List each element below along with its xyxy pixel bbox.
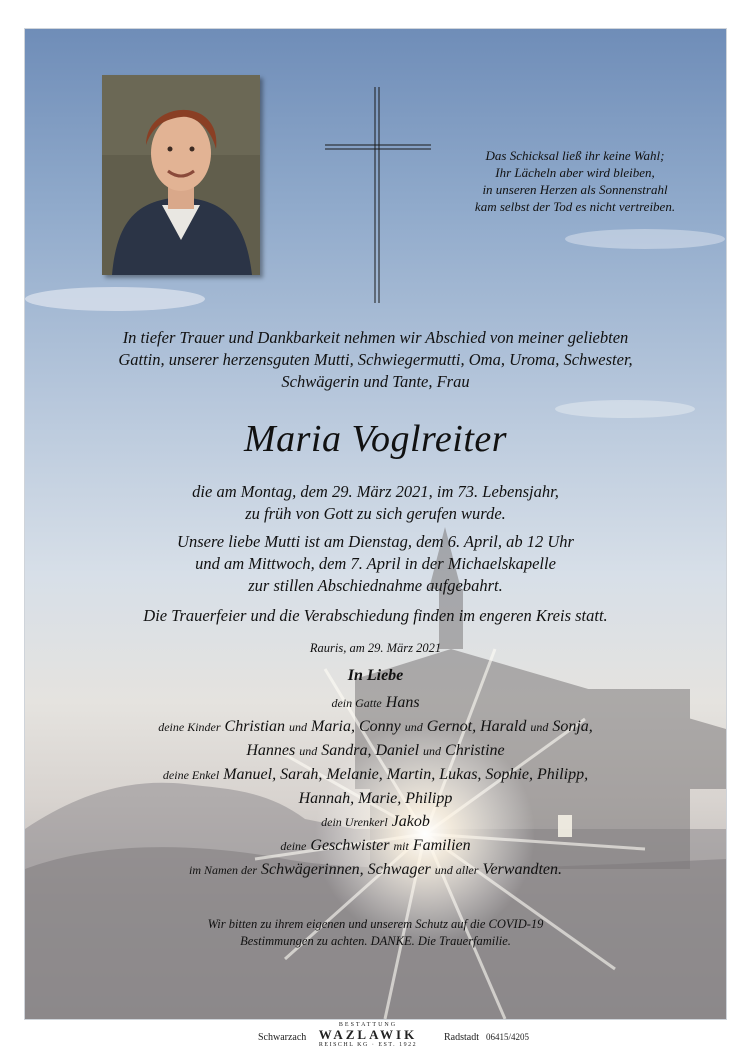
family-line-children-2: Hannes und Sandra, Daniel und Christine xyxy=(246,742,505,759)
poem-line: Ihr Lächeln aber wird bleiben, xyxy=(495,165,655,180)
logo-name: WAZLAWIK xyxy=(318,1027,418,1042)
family-list xyxy=(25,691,726,882)
portrait-photo xyxy=(102,75,260,275)
poem-line: in unseren Herzen als Sonnenstrahl xyxy=(482,182,668,197)
place-date: Rauris, am 29. März 2021 xyxy=(309,641,442,655)
viewing-line: und am Mittwoch, dem 7. April in der Michaelskapelle xyxy=(195,554,556,573)
footer-location-right: Radstadt xyxy=(444,1032,479,1043)
deceased-name: Maria Voglreiter xyxy=(243,418,508,460)
family-line-great-grandchild: dein Urenkerl Jakob xyxy=(321,813,430,830)
death-line: die am Montag, dem 29. März 2021, im 73. Lebensjahr, xyxy=(192,482,559,501)
family-line-grandchildren: deine Enkel Manuel, Sarah, Melanie, Martin, Lukas, Sophie, Philipp, xyxy=(162,766,589,783)
memorial-poem xyxy=(425,147,725,215)
in-liebe-heading: In Liebe xyxy=(347,667,404,684)
intro-line: In tiefer Trauer und Dankbarkeit nehmen wir Abschied von meiner geliebten xyxy=(122,328,629,347)
footer-location-left: Schwarzach xyxy=(258,1032,307,1043)
logo-top-text: BESTATTUNG xyxy=(338,1022,398,1028)
footer-phone: 06415/4205 xyxy=(486,1032,530,1042)
logo-bottom-text: REISCHL KG · EST. 1922 xyxy=(318,1042,418,1048)
family-line-spouse: dein Gatte Hans xyxy=(331,694,420,711)
family-line-siblings: deine Geschwister mit Familien xyxy=(280,837,471,854)
family-line-relatives: im Namen der Schwägerinnen, Schwager und aller Verwandten. xyxy=(189,861,562,878)
ceremony-notice: Die Trauerfeier und die Verabschiedung finden im engeren Kreis statt. xyxy=(143,606,608,625)
undertaker-footer xyxy=(0,1022,750,1052)
viewing-line: Unsere liebe Mutti ist am Dienstag, dem 6. April, ab 12 Uhr xyxy=(177,532,574,551)
family-line-grandchildren-2: Hannah, Marie, Philipp xyxy=(298,790,453,807)
undertaker-logo xyxy=(308,1022,428,1048)
death-notice xyxy=(25,481,726,525)
poem-line: kam selbst der Tod es nicht vertreiben. xyxy=(474,199,676,214)
obituary-card xyxy=(24,28,727,1020)
covid-line: Wir bitten zu ihrem eigenen und unserem Schutz auf die COVID-19 xyxy=(207,917,544,931)
intro-text xyxy=(25,327,726,393)
cross-icon xyxy=(323,87,433,303)
viewing-line: zur stillen Abschiednahme aufgebahrt. xyxy=(248,576,503,595)
covid-line: Bestimmungen zu achten. DANKE. Die Trauerfamilie. xyxy=(240,934,511,948)
viewing-notice xyxy=(25,531,726,597)
poem-line: Das Schicksal ließ ihr keine Wahl; xyxy=(485,148,665,163)
intro-line: Schwägerin und Tante, Frau xyxy=(281,372,470,391)
intro-line: Gattin, unserer herzensguten Mutti, Schwiegermutti, Oma, Uroma, Schwester, xyxy=(118,350,633,369)
death-line: zu früh von Gott zu sich gerufen wurde. xyxy=(245,504,506,523)
covid-note xyxy=(25,916,726,950)
family-line-children: deine Kinder Christian und Maria, Conny und Gernot, Harald und Sonja, xyxy=(158,718,593,735)
